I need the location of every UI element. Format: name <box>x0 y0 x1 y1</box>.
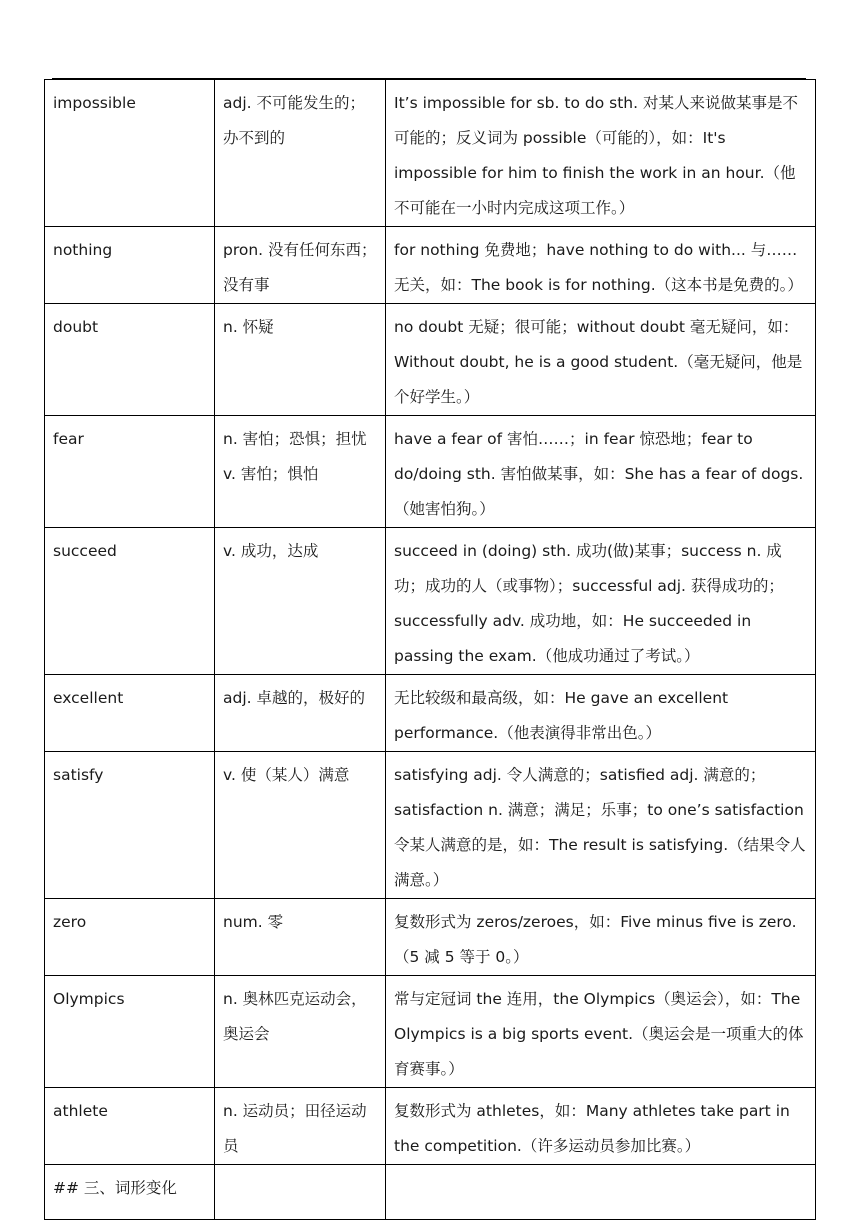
table-row <box>45 304 816 416</box>
meaning-cell <box>215 899 386 976</box>
table-row <box>45 227 816 304</box>
usage-text: 常与定冠词 the 连用，the Olympics（奥运会），如：The Olympics is a big sports event.（奥运会是一项重大的体育赛事。） <box>394 990 804 1078</box>
meaning-text: adj. 不可能发生的；办不到的 <box>223 94 365 147</box>
usage-cell <box>386 899 816 976</box>
word-text: zero <box>53 913 87 931</box>
table-row <box>45 976 816 1088</box>
word-cell <box>45 227 215 304</box>
meaning-text: v. 使（某人）满意 <box>223 766 350 784</box>
word-cell <box>45 1088 215 1165</box>
usage-text: 复数形式为 zeros/zeroes，如：Five minus five is zero.（5 减 5 等于 0。） <box>394 913 797 966</box>
usage-cell <box>386 80 816 227</box>
usage-cell <box>386 528 816 675</box>
meaning-cell <box>215 528 386 675</box>
usage-text: satisfying adj. 令人满意的；satisfied adj. 满意的；satisfaction n. 满意；满足；乐事；to one’s satisfaction 令某人满意的是，如：The result is satisfying.（结果令人满意。） <box>394 766 806 889</box>
empty-cell <box>215 1165 386 1220</box>
word-cell <box>45 80 215 227</box>
vocabulary-table <box>44 79 816 1220</box>
meaning-text: n. 运动员；田径运动员 <box>223 1102 367 1155</box>
table-row <box>45 416 816 528</box>
word-cell <box>45 976 215 1088</box>
usage-cell <box>386 752 816 899</box>
word-cell <box>45 675 215 752</box>
usage-cell <box>386 976 816 1088</box>
meaning-text: num. 零 <box>223 913 284 931</box>
meaning-cell <box>215 80 386 227</box>
word-text: nothing <box>53 241 113 259</box>
empty-cell <box>386 1165 816 1220</box>
usage-text: no doubt 无疑；很可能；without doubt 毫无疑问，如：Without doubt, he is a good student.（毫无疑问，他是个好学生。） <box>394 318 803 406</box>
table-row <box>45 528 816 675</box>
word-text: impossible <box>53 94 136 112</box>
meaning-cell <box>215 976 386 1088</box>
meaning-text: n. 怀疑 <box>223 318 274 336</box>
meaning-text: pron. 没有任何东西；没有事 <box>223 241 377 294</box>
usage-text: 复数形式为 athletes，如：Many athletes take part in the competition.（许多运动员参加比赛。） <box>394 1102 790 1155</box>
usage-cell <box>386 227 816 304</box>
word-cell <box>45 528 215 675</box>
usage-cell <box>386 1088 816 1165</box>
usage-cell <box>386 416 816 528</box>
word-text: satisfy <box>53 766 104 784</box>
table-row <box>45 1088 816 1165</box>
word-cell <box>45 899 215 976</box>
section-heading: ## 三、词形变化 <box>53 1179 177 1197</box>
usage-text: succeed in (doing) sth. 成功(做)某事；success n. 成功；成功的人（或事物）；successful adj. 获得成功的；successfully adv. 成功地，如：He succeeded in passing the exam.（他成功通过了考试。） <box>394 542 784 665</box>
meaning-cell <box>215 227 386 304</box>
word-text: doubt <box>53 318 99 336</box>
meaning-cell <box>215 675 386 752</box>
word-text: athlete <box>53 1102 108 1120</box>
usage-text: for nothing 免费地；have nothing to do with... 与……无关，如：The book is for nothing.（这本书是免费的。） <box>394 241 803 294</box>
usage-text: 无比较级和最高级，如：He gave an excellent performance.（他表演得非常出色。） <box>394 689 729 742</box>
table-row <box>45 899 816 976</box>
section-heading-cell <box>45 1165 215 1220</box>
word-text: excellent <box>53 689 124 707</box>
meaning-text: n. 奥林匹克运动会，奥运会 <box>223 990 367 1043</box>
meaning-text: n. 害怕；恐惧；担忧 v. 害怕；惧怕 <box>223 430 367 483</box>
word-cell <box>45 304 215 416</box>
table-row <box>45 675 816 752</box>
meaning-cell <box>215 1088 386 1165</box>
word-cell <box>45 752 215 899</box>
usage-text: It’s impossible for sb. to do sth. 对某人来说做某事是不可能的；反义词为 possible（可能的），如：It's impossible for him to finish the work in an hour.（他不可能在一小时内完成这项工作。） <box>394 94 798 217</box>
usage-text: have a fear of 害怕……；in fear 惊恐地；fear to do/doing sth. 害怕做某事，如：She has a fear of dogs.（她害怕狗。） <box>394 430 804 518</box>
word-text: succeed <box>53 542 117 560</box>
word-text: Olympics <box>53 990 125 1008</box>
usage-cell <box>386 304 816 416</box>
table-row <box>45 80 816 227</box>
meaning-text: v. 成功，达成 <box>223 542 319 560</box>
usage-cell <box>386 675 816 752</box>
word-text: fear <box>53 430 84 448</box>
section-heading-row <box>45 1165 816 1220</box>
meaning-text: adj. 卓越的，极好的 <box>223 689 365 707</box>
meaning-cell <box>215 752 386 899</box>
word-cell <box>45 416 215 528</box>
meaning-cell <box>215 416 386 528</box>
table-row <box>45 752 816 899</box>
meaning-cell <box>215 304 386 416</box>
